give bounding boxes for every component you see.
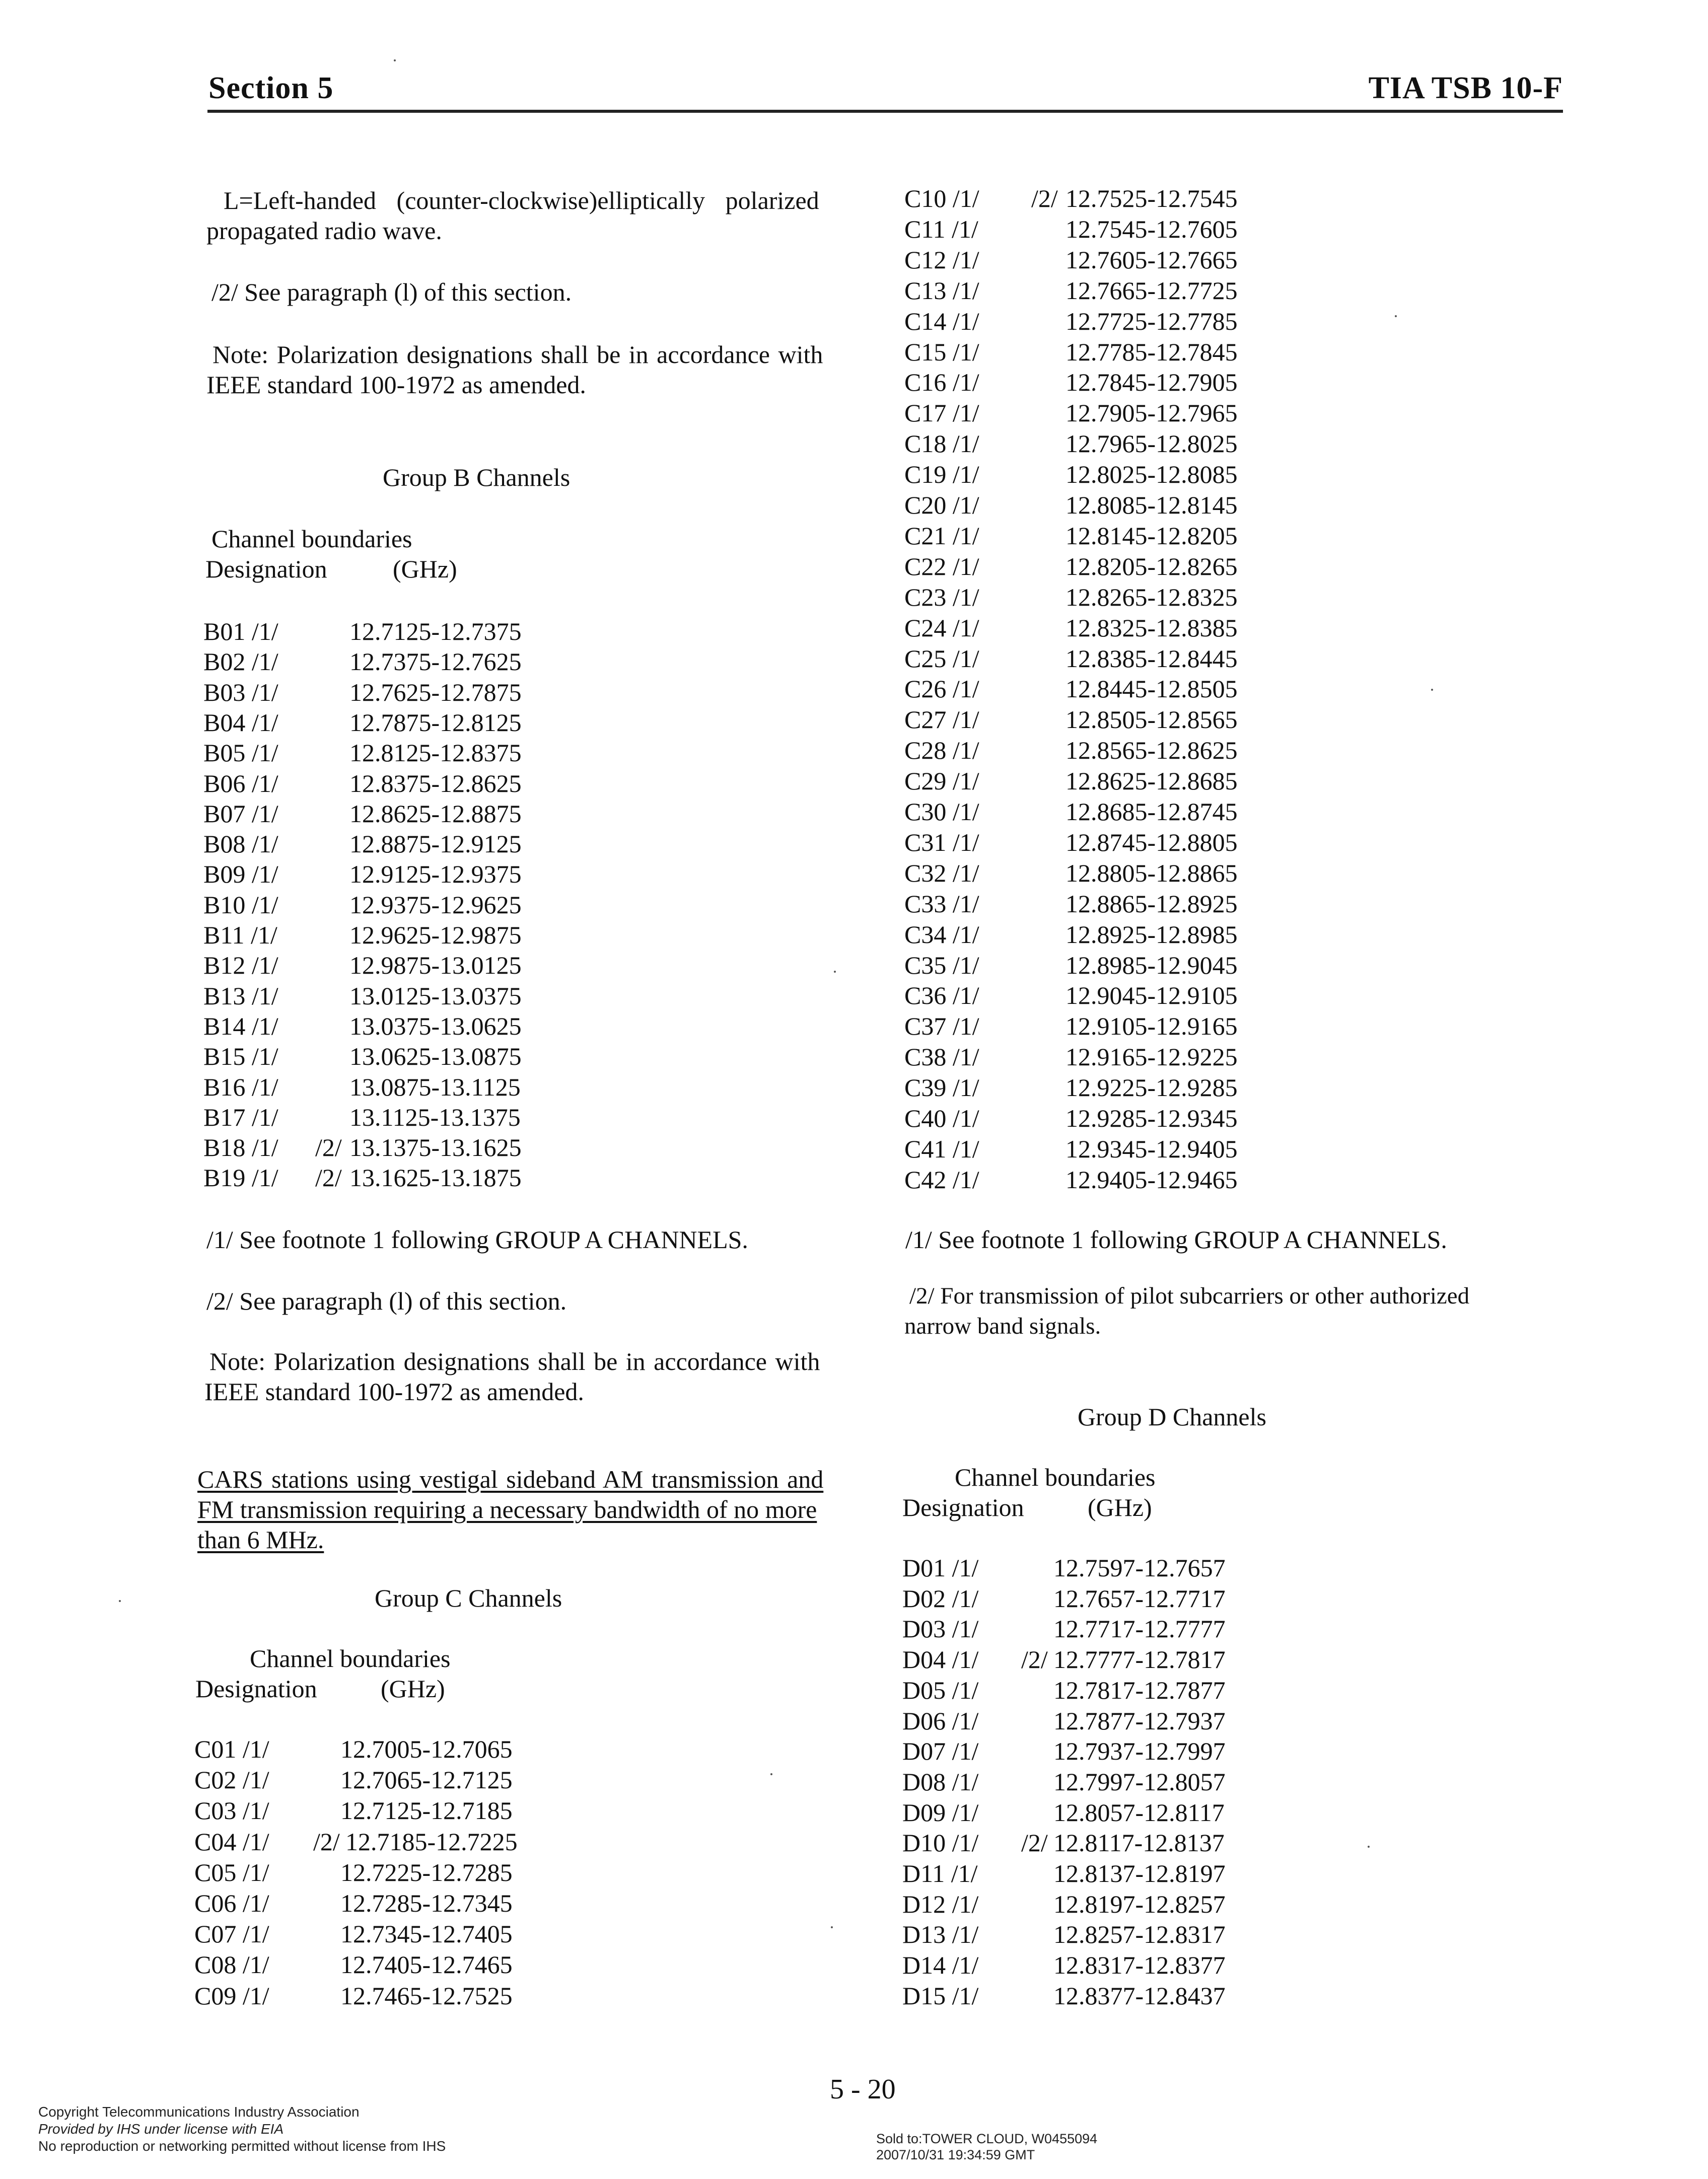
channel-range: 12.7375-12.7625 (349, 647, 522, 676)
channel-range: 12.7665-12.7725 (1065, 276, 1238, 305)
channel-range: 12.7597-12.7657 (1053, 1554, 1226, 1582)
scan-speck (770, 1773, 772, 1775)
channel-range: 12.8057-12.8117 (1053, 1798, 1225, 1827)
channel-note-ref: /2/ (315, 1133, 342, 1162)
group-b-note-line1: Note: Polarization designations shall be in accordance with (209, 1347, 820, 1375)
channel-designation: C19 /1/ (904, 460, 979, 489)
channel-range: 12.8385-12.8445 (1065, 644, 1238, 673)
channel-designation: C04 /1/ (194, 1827, 269, 1856)
scan-speck (1395, 315, 1397, 317)
sold-to: Sold to:TOWER CLOUD, W0455094 (876, 2131, 1098, 2146)
section-header: Section 5 (208, 71, 334, 105)
channel-range: 12.7777-12.7817 (1053, 1645, 1226, 1674)
channel-designation: D04 /1/ (902, 1645, 979, 1674)
channel-designation: D13 /1/ (902, 1920, 979, 1949)
channel-range: 12.8985-12.9045 (1065, 951, 1238, 979)
channel-designation: B02 /1/ (203, 647, 278, 676)
channel-range: 12.7005-12.7065 (340, 1735, 513, 1763)
channel-designation: C33 /1/ (904, 889, 979, 918)
channel-designation: C42 /1/ (904, 1165, 979, 1194)
channel-designation: C08 /1/ (194, 1950, 269, 1979)
channel-range: 12.7717-12.7777 (1053, 1615, 1226, 1643)
polarization-line1: L=Left-handed (counter-clockwise)elliptically polarized (224, 186, 819, 214)
channel-range: 12.9225-12.9285 (1065, 1073, 1238, 1102)
channel-range: 12.9285-12.9345 (1065, 1104, 1238, 1132)
channel-designation: C38 /1/ (904, 1043, 979, 1071)
channel-range: 12.8145-12.8205 (1065, 521, 1238, 550)
group-c-footnote-2 (904, 1281, 1469, 1341)
channel-designation: C07 /1/ (194, 1920, 269, 1948)
group-d-col-header-unit: (GHz) (1088, 1493, 1152, 1521)
channel-range: 12.7725-12.7785 (1065, 307, 1238, 335)
channel-range: 12.8025-12.8085 (1065, 460, 1238, 489)
channel-designation: C29 /1/ (904, 767, 979, 795)
channel-designation: C06 /1/ (194, 1889, 269, 1917)
channel-designation: C27 /1/ (904, 705, 979, 734)
group-b-title: Group B Channels (383, 463, 571, 491)
channel-range: 12.7285-12.7345 (340, 1889, 513, 1917)
channel-range: 12.7785-12.7845 (1065, 337, 1238, 366)
sold-to-block (876, 2131, 1097, 2163)
channel-range: 12.8257-12.8317 (1053, 1920, 1226, 1949)
channel-designation: C26 /1/ (904, 675, 979, 703)
channel-range: 13.0625-13.0875 (349, 1042, 522, 1071)
polarization-definition (206, 185, 851, 246)
channel-range: 12.8085-12.8145 (1065, 491, 1238, 519)
intro-footnote-2: /2/ See paragraph (l) of this section. (211, 278, 572, 306)
group-c-footnote-1: /1/ See footnote 1 following GROUP A CHANNELS. (905, 1225, 1447, 1254)
channel-designation: B06 /1/ (203, 769, 278, 797)
group-b-col-header-unit: (GHz) (393, 555, 457, 583)
channel-range: 12.7545-12.7605 (1065, 214, 1238, 243)
channel-range: 13.1375-13.1625 (349, 1133, 522, 1162)
channel-designation: C24 /1/ (904, 613, 979, 642)
cars-heading-line2: FM transmission requiring a necessary bandwidth of no more (197, 1495, 817, 1523)
channel-range: 12.9375-12.9625 (349, 890, 522, 919)
channel-range: 12.7817-12.7877 (1053, 1676, 1226, 1704)
group-c-title: Group C Channels (375, 1584, 562, 1612)
channel-range: 12.8625-12.8875 (349, 799, 522, 828)
channel-designation: C36 /1/ (904, 981, 979, 1010)
channel-range: 12.9405-12.9465 (1065, 1165, 1238, 1194)
channel-range: 12.9345-12.9405 (1065, 1134, 1238, 1163)
channel-designation: C03 /1/ (194, 1796, 269, 1825)
channel-designation: C35 /1/ (904, 951, 979, 979)
channel-designation: D05 /1/ (902, 1676, 979, 1704)
channel-designation: C15 /1/ (904, 337, 979, 366)
group-d-title: Group D Channels (1078, 1403, 1266, 1431)
channel-range: 12.9165-12.9225 (1065, 1043, 1238, 1071)
channel-range: 12.8865-12.8925 (1065, 889, 1238, 918)
channel-range: 12.8565-12.8625 (1065, 736, 1238, 765)
channel-note-ref: /2/ (1021, 1645, 1048, 1674)
channel-designation: C40 /1/ (904, 1104, 979, 1132)
scan-speck (1431, 689, 1433, 691)
channel-designation: D02 /1/ (902, 1584, 979, 1613)
channel-designation: B03 /1/ (203, 678, 278, 706)
channel-note-ref: /2/ (1021, 1829, 1048, 1857)
channel-range: 13.0125-13.0375 (349, 981, 522, 1010)
copyright-line2: Provided by IHS under license with EIA (38, 2121, 284, 2137)
group-d-col-header-designation: Designation (902, 1493, 1024, 1521)
channel-designation: B16 /1/ (203, 1072, 278, 1101)
channel-designation: C34 /1/ (904, 920, 979, 949)
channel-designation: C01 /1/ (194, 1735, 269, 1763)
channel-range: 12.7605-12.7665 (1065, 245, 1238, 274)
channel-range: 12.7877-12.7937 (1053, 1706, 1226, 1735)
channel-designation: D07 /1/ (902, 1737, 979, 1766)
channel-designation: C21 /1/ (904, 521, 979, 550)
copyright-line1: Copyright Telecommunications Industry Association (38, 2104, 360, 2120)
channel-range: 12.8685-12.8745 (1065, 797, 1238, 826)
channel-designation: C10 /1/ (904, 184, 979, 212)
channel-range: 12.8197-12.8257 (1053, 1890, 1226, 1918)
channel-designation: C02 /1/ (194, 1766, 269, 1794)
scan-speck (834, 971, 836, 973)
channel-designation: D08 /1/ (902, 1767, 979, 1796)
channel-designation: C13 /1/ (904, 276, 979, 305)
channel-range: 12.7125-12.7375 (349, 617, 522, 645)
channel-range: 13.1625-13.1875 (349, 1164, 522, 1192)
channel-range: 12.7997-12.8057 (1053, 1767, 1226, 1796)
channel-note-ref: /2/ (315, 1164, 342, 1192)
cars-heading-line1: CARS stations using vestigal sideband AM transmission and (197, 1465, 824, 1493)
channel-designation: D14 /1/ (902, 1951, 979, 1980)
channel-designation: C28 /1/ (904, 736, 979, 765)
channel-range: 12.7965-12.8025 (1065, 429, 1238, 458)
group-b-col-header-boundaries: Channel boundaries (211, 525, 412, 553)
channel-range: 12.8625-12.8685 (1065, 767, 1238, 795)
channel-designation: B14 /1/ (203, 1011, 278, 1040)
channel-designation: B09 /1/ (203, 860, 278, 889)
channel-range: 12.7345-12.7405 (340, 1920, 513, 1948)
scan-speck (831, 1926, 833, 1928)
page-number: 5 - 20 (830, 2074, 896, 2105)
channel-range: 12.9875-13.0125 (349, 951, 522, 980)
group-b-note-line2: IEEE standard 100-1972 as amended. (204, 1377, 584, 1406)
channel-designation: B11 /1/ (203, 921, 277, 949)
channel-designation: C39 /1/ (904, 1073, 979, 1102)
channel-range: 12.7937-12.7997 (1053, 1737, 1226, 1766)
channel-designation: D09 /1/ (902, 1798, 979, 1827)
channel-range: 12.7465-12.7525 (340, 1981, 513, 2010)
intro-note-line2: IEEE standard 100-1972 as amended. (206, 371, 586, 399)
channel-range: 12.7625-12.7875 (349, 678, 522, 706)
channel-designation: D06 /1/ (902, 1706, 979, 1735)
channel-range: 12.7905-12.7965 (1065, 399, 1238, 427)
document-id-header: TIA TSB 10-F (1368, 71, 1563, 105)
channel-range: 12.7845-12.7905 (1065, 368, 1238, 397)
channel-designation: C11 /1/ (904, 214, 978, 243)
channel-range: 12.8445-12.8505 (1065, 675, 1238, 703)
channel-designation: D11 /1/ (902, 1859, 978, 1887)
channel-range: 13.0875-13.1125 (349, 1072, 521, 1101)
channel-range: 12.7125-12.7185 (340, 1796, 513, 1825)
channel-range: 12.8505-12.8565 (1065, 705, 1238, 734)
copyright-line3: No reproduction or networking permitted without license from IHS (38, 2138, 446, 2154)
channel-range: 12.7525-12.7545 (1065, 184, 1238, 212)
channel-range: 12.8125-12.8375 (349, 739, 522, 767)
channel-designation: D03 /1/ (902, 1615, 979, 1643)
channel-range: 12.8375-12.8625 (349, 769, 522, 797)
channel-note-ref: /2/ (1031, 184, 1058, 212)
channel-designation: B08 /1/ (203, 830, 278, 858)
channel-designation: C37 /1/ (904, 1012, 979, 1041)
channel-designation: B07 /1/ (203, 799, 278, 828)
channel-range: 12.8925-12.8985 (1065, 920, 1238, 949)
channel-range: 12.8377-12.8437 (1053, 1981, 1226, 2010)
channel-designation: B19 /1/ (203, 1164, 278, 1192)
channel-range: 13.0375-13.0625 (349, 1011, 522, 1040)
channel-range: 12.8205-12.8265 (1065, 552, 1238, 580)
channel-range: 13.1125-13.1375 (349, 1103, 521, 1131)
channel-designation: B12 /1/ (203, 951, 278, 980)
channel-designation: B15 /1/ (203, 1042, 278, 1071)
channel-range: 12.7225-12.7285 (340, 1858, 513, 1886)
channel-range: 12.8745-12.8805 (1065, 828, 1238, 856)
channel-designation: D01 /1/ (902, 1554, 979, 1582)
scan-speck (119, 1600, 121, 1602)
channel-range: 12.8325-12.8385 (1065, 613, 1238, 642)
channel-range: 12.9625-12.9875 (349, 921, 522, 949)
channel-designation: C23 /1/ (904, 583, 979, 611)
channel-range: 12.7065-12.7125 (340, 1766, 513, 1794)
channel-range: 12.7405-12.7465 (340, 1950, 513, 1979)
channel-designation: B17 /1/ (203, 1103, 278, 1131)
channel-designation: C32 /1/ (904, 858, 979, 887)
cars-heading-line3: than 6 MHz. (197, 1526, 324, 1554)
channel-range: 12.8117-12.8137 (1053, 1829, 1225, 1857)
channel-designation: C17 /1/ (904, 399, 979, 427)
channel-designation: C41 /1/ (904, 1134, 979, 1163)
group-d-col-header-boundaries: Channel boundaries (955, 1463, 1156, 1491)
channel-designation: C14 /1/ (904, 307, 979, 335)
channel-designation: C20 /1/ (904, 491, 979, 519)
channel-designation: B01 /1/ (203, 617, 278, 645)
channel-designation: B18 /1/ (203, 1133, 278, 1162)
copyright-block (38, 2103, 446, 2155)
scan-speck (394, 59, 396, 61)
group-c-col-header-unit: (GHz) (381, 1675, 445, 1703)
channel-designation: B10 /1/ (203, 890, 278, 919)
channel-note-ref: /2/ (313, 1827, 340, 1856)
scan-speck (1368, 1846, 1370, 1848)
group-c-col-header-designation: Designation (195, 1675, 317, 1703)
channel-range: 12.9125-12.9375 (349, 860, 522, 889)
channel-designation: C09 /1/ (194, 1981, 269, 2010)
channel-range: 12.8265-12.8325 (1065, 583, 1238, 611)
channel-designation: C16 /1/ (904, 368, 979, 397)
polarization-line2: propagated radio wave. (206, 216, 442, 245)
channel-designation: C25 /1/ (904, 644, 979, 673)
channel-designation: C30 /1/ (904, 797, 979, 826)
channel-designation: D12 /1/ (902, 1890, 979, 1918)
group-c-col-header-boundaries: Channel boundaries (250, 1644, 451, 1673)
channel-range: 12.7657-12.7717 (1053, 1584, 1226, 1613)
channel-designation: D15 /1/ (902, 1981, 979, 2010)
header-rule (207, 110, 1563, 113)
channel-range: 12.8805-12.8865 (1065, 858, 1238, 887)
channel-designation: D10 /1/ (902, 1829, 979, 1857)
channel-range: 12.7185-12.7225 (345, 1827, 518, 1856)
group-c-footnote-2-line1: /2/ For transmission of pilot subcarriers or other authorized (909, 1283, 1470, 1309)
group-b-note (204, 1346, 820, 1407)
intro-note (206, 339, 823, 400)
group-b-footnote-1: /1/ See footnote 1 following GROUP A CHANNELS. (206, 1225, 748, 1254)
channel-designation: B13 /1/ (203, 981, 278, 1010)
channel-designation: C18 /1/ (904, 429, 979, 458)
channel-designation: B04 /1/ (203, 708, 278, 737)
cars-heading (197, 1464, 823, 1555)
channel-range: 12.9105-12.9165 (1065, 1012, 1238, 1041)
sold-timestamp: 2007/10/31 19:34:59 GMT (876, 2147, 1035, 2162)
channel-range: 12.8317-12.8377 (1053, 1951, 1226, 1980)
channel-designation: C12 /1/ (904, 245, 979, 274)
channel-range: 12.7875-12.8125 (349, 708, 522, 737)
channel-designation: C22 /1/ (904, 552, 979, 580)
group-b-col-header-designation: Designation (205, 555, 327, 583)
group-c-footnote-2-line2: narrow band signals. (904, 1313, 1101, 1339)
group-b-footnote-2: /2/ See paragraph (l) of this section. (206, 1287, 567, 1315)
channel-range: 12.9045-12.9105 (1065, 981, 1238, 1010)
channel-designation: C31 /1/ (904, 828, 979, 856)
channel-designation: C05 /1/ (194, 1858, 269, 1886)
channel-range: 12.8875-12.9125 (349, 830, 522, 858)
channel-designation: B05 /1/ (203, 739, 278, 767)
intro-note-line1: Note: Polarization designations shall be in accordance with (212, 340, 823, 369)
channel-range: 12.8137-12.8197 (1053, 1859, 1226, 1887)
